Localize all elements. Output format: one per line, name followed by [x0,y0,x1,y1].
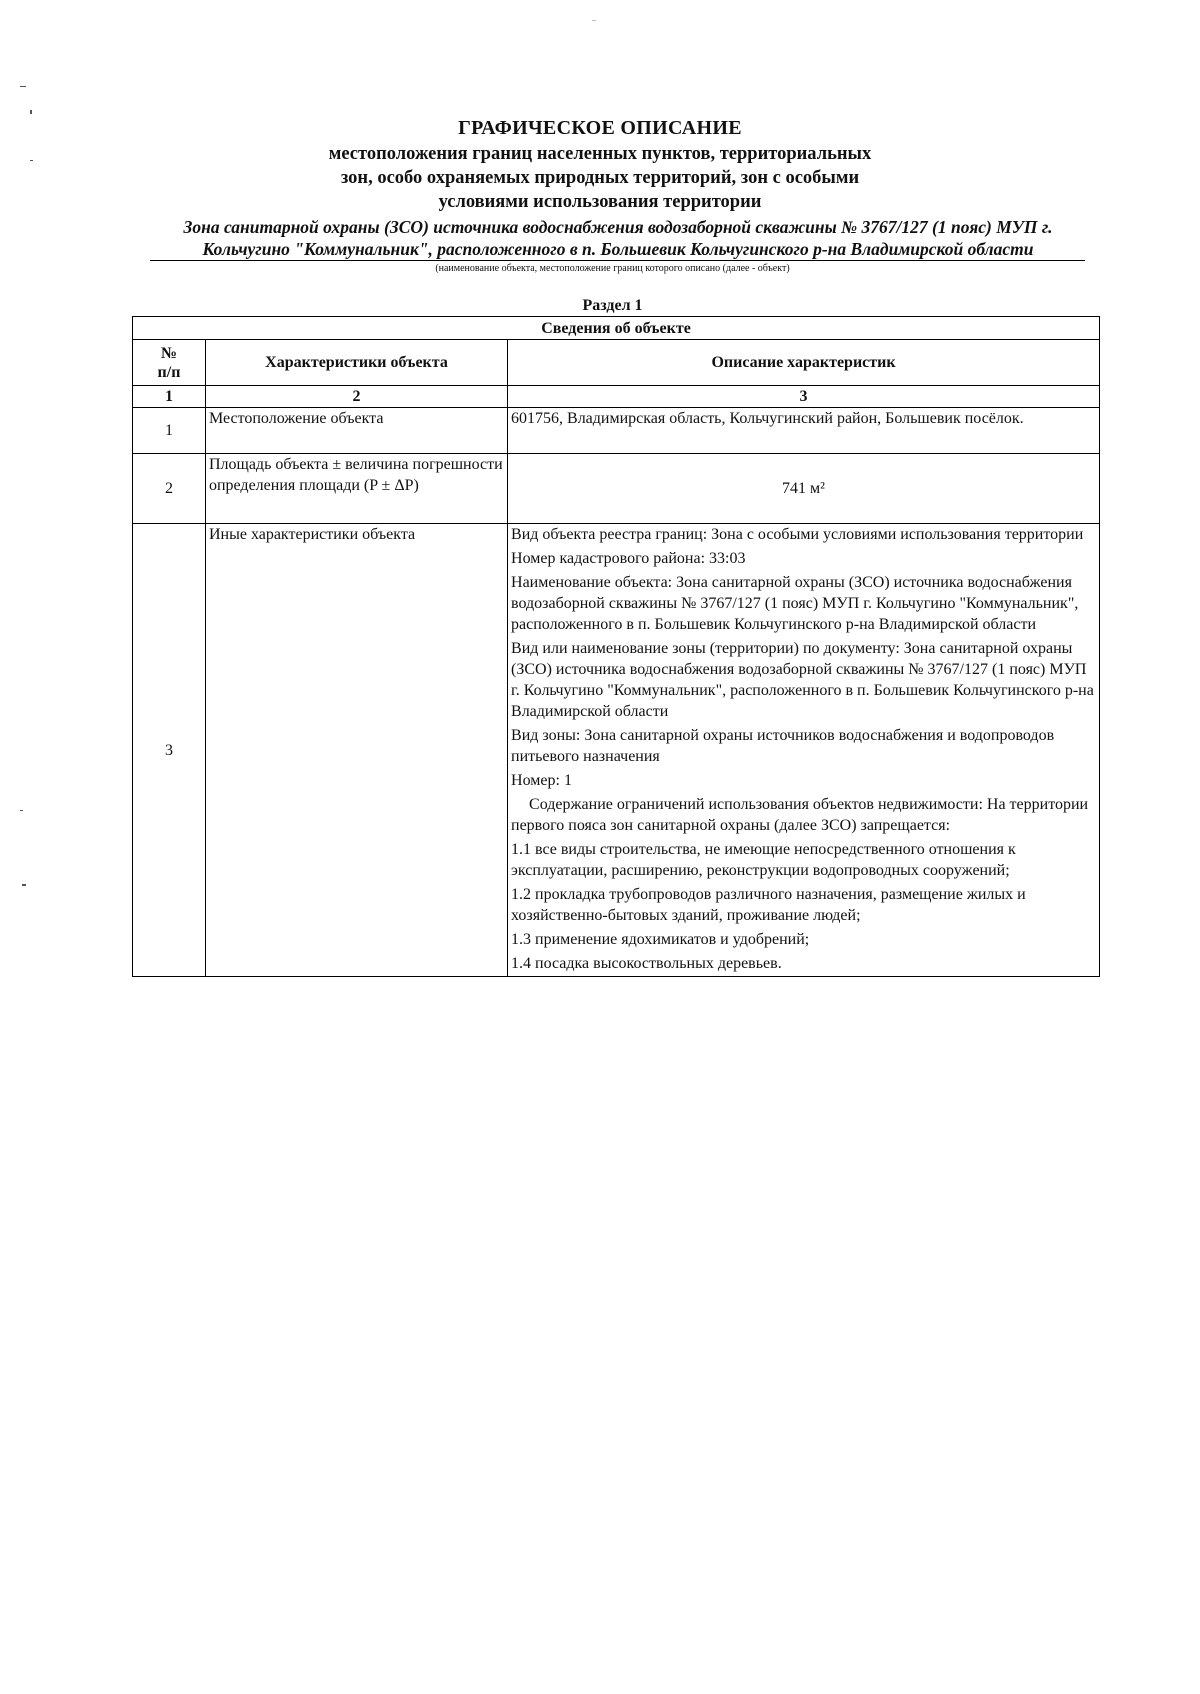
row-description [508,524,1100,977]
description-paragraph: Номер: 1 [511,772,572,789]
object-info-table [132,316,1100,977]
subtitle-line: местоположения границ населенных пунктов, территориальных [328,144,872,164]
description-paragraph: 601756, Владимирская область, Кольчугинский район, Большевик посёлок. [511,410,1024,427]
object-name [138,216,1098,260]
row-characteristic: Площадь объекта ± величина погрешности определения площади (P ± ΔP) [205,454,507,524]
table-title: Сведения об объекте [133,317,1100,340]
document-subtitle [0,142,1200,214]
scan-mark [20,86,26,87]
description-paragraph: Номер кадастрового района: 33:03 [511,550,746,567]
object-name-line: Кольчугино "Коммунальник", расположенного в п. Большевик Кольчугинского р-на Владимирской области [202,239,1034,259]
description-paragraph: Вид объекта реестра границ: Зона с особыми условиями использования территории [511,526,1084,543]
description-paragraph: 1.2 прокладка трубопроводов различного назначения, размещение жилых и хозяйственно-бытовых зданий, проживание людей; [511,886,1026,924]
scan-mark [592,20,596,21]
description-paragraph: Вид зоны: Зона санитарной охраны источников водоснабжения и водопроводов питьевого назначения [511,727,1055,765]
subtitle-line: зон, особо охраняемых природных территорий, зон с особыми [340,168,860,188]
row-characteristic: Иные характеристики объекта [205,524,507,977]
column-header-characteristic: Характеристики объекта [205,340,507,386]
row-characteristic: Местоположение объекта [205,408,507,454]
object-name-line: Зона санитарной охраны (ЗСО) источника водоснабжения водозаборной скважины № 3767/127 (1 пояс) МУП г. [183,217,1053,237]
table-row [133,408,1100,454]
row-number: 2 [133,454,206,524]
table-row [133,454,1100,524]
column-header-description: Описание характеристик [508,340,1100,386]
scan-mark [30,110,32,114]
column-header-number [133,340,206,386]
document-title: ГРАФИЧЕСКОЕ ОПИСАНИЕ [458,117,742,139]
description-paragraph: Наименование объекта: Зона санитарной охраны (ЗСО) источника водоснабжения водозаборной скважины № 3767/127 (1 пояс) МУП г. Кольчугино "Коммунальник", расположенного в п. Большевик Кольчугинского р-на Владимирской области [511,574,1079,633]
object-name-underline [150,260,1085,261]
section-label: Раздел 1 [582,297,643,314]
row-number: 3 [133,524,206,977]
scan-mark [22,884,26,886]
scan-mark [20,810,23,811]
column-header-number-line1: № [160,344,178,362]
row-description [508,408,1100,454]
description-paragraph: 1.4 посадка высокоствольных деревьев. [511,955,782,972]
column-number: 2 [205,386,507,408]
description-paragraph: 1.1 все виды строительства, не имеющие непосредственного отношения к эксплуатации, расширению, реконструкции водопроводных сооружений; [511,841,1016,879]
description-paragraph: 741 м² [782,480,825,497]
description-paragraph: Вид или наименование зоны (территории) по документу: Зона санитарной охраны (ЗСО) источника водоснабжения водозаборной скважины № 3767/127 (1 пояс) МУП г. Кольчугино "Коммунальник", расположенного в п. Большевик Кольчугинского р-на Владимирской области [511,640,1094,720]
table-row [133,524,1100,977]
object-caption: (наименование объекта, местоположение границ которого описано (далее - объект) [435,263,790,274]
subtitle-line: условиями использования территории [438,192,762,212]
column-number: 1 [133,386,206,408]
description-paragraph: 1.3 применение ядохимикатов и удобрений; [511,931,810,948]
row-description [508,454,1100,524]
description-paragraph: Содержание ограничений использования объектов недвижимости: На территории первого пояса зон санитарной охраны (далее ЗСО) запрещается: [511,796,1089,834]
column-number: 3 [508,386,1100,408]
row-number: 1 [133,408,206,454]
column-header-number-line2: п/п [157,363,181,381]
